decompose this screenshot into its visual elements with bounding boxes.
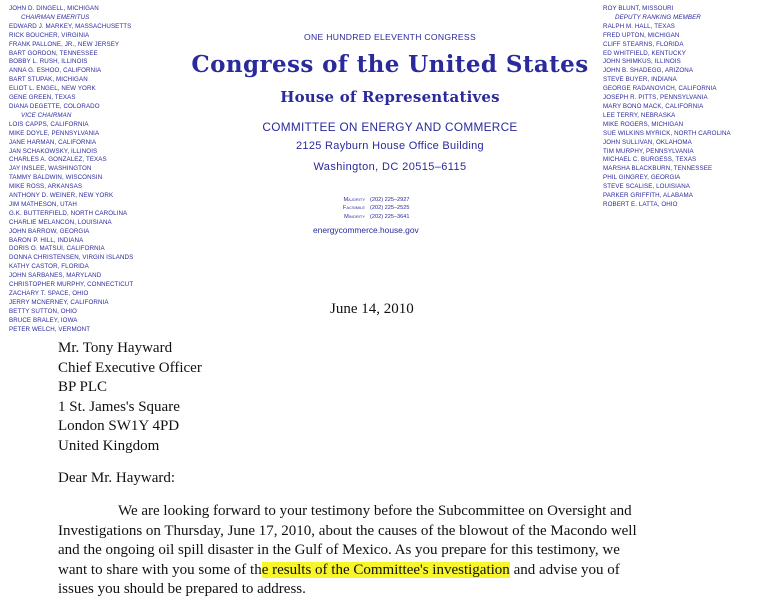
recipient-line: Chief Executive Officer: [58, 359, 202, 376]
recipient-line: 1 St. James's Square: [58, 398, 180, 415]
phone-label: Minority: [344, 213, 365, 220]
member-name: BART STUPAK, MICHIGAN: [9, 76, 88, 84]
member-name: STEVE SCALISE, LOUISIANA: [603, 183, 690, 191]
member-name: BOBBY L. RUSH, ILLINOIS: [9, 58, 88, 66]
phone-label: Majority: [343, 197, 365, 203]
member-name: SUE WILKINS MYRICK, NORTH CAROLINA: [603, 129, 731, 137]
member-name: ED WHITFIELD, KENTUCKY: [603, 49, 686, 57]
member-name: MIKE ROGERS, MICHIGAN: [603, 120, 684, 128]
member-name: CHARLIE MELANCON, LOUISIANA: [9, 218, 112, 226]
phone-row-facsimile: [331, 204, 410, 212]
member-name: RICK BOUCHER, VIRGINIA: [9, 31, 90, 39]
phone-number: (202) 225–3641: [370, 213, 410, 220]
member-name: CHARLES A. GONZALEZ, TEXAS: [9, 156, 107, 164]
member-name: JOHN SHIMKUS, ILLINOIS: [603, 58, 681, 66]
congress-number: ONE HUNDRED ELEVENTH CONGRESS: [303, 32, 476, 42]
recipient-address: [58, 339, 202, 457]
member-role: VICE CHAIRMAN: [21, 111, 72, 119]
member-name: JAY INSLEE, WASHINGTON: [9, 165, 92, 173]
member-name: ANTHONY D. WEINER, NEW YORK: [9, 192, 114, 200]
member-name: TIM MURPHY, PENNSYLVANIA: [603, 147, 694, 155]
member-name: BART GORDON, TENNESSEE: [9, 49, 98, 57]
phone-label: Facsimile: [342, 205, 365, 212]
member-name: FRANK PALLONE, JR., NEW JERSEY: [9, 40, 120, 48]
member-name: LOIS CAPPS, CALIFORNIA: [9, 120, 89, 128]
member-name: FRED UPTON, MICHIGAN: [603, 31, 680, 39]
member-name: ROY BLUNT, MISSOURI: [603, 5, 674, 12]
member-name: JOHN SULLIVAN, OKLAHOMA: [603, 138, 692, 146]
salutation: Dear Mr. Hayward:: [58, 470, 176, 486]
highlighted-text: e results of the Committee's investigation: [261, 561, 510, 578]
committee-name: COMMITTEE ON ENERGY AND COMMERCE: [262, 120, 518, 134]
letter-date: June 14, 2010: [330, 301, 414, 317]
committee-city: Washington, DC 20515–6115: [313, 161, 467, 173]
recipient-line: London SW1Y 4PD: [58, 418, 180, 435]
member-name: MICHAEL C. BURGESS, TEXAS: [603, 156, 697, 164]
majority-members-list: [9, 5, 199, 335]
member-name: ELIOT L. ENGEL, NEW YORK: [9, 85, 96, 93]
member-name: JOSEPH R. PITTS, PENNSYLVANIA: [603, 94, 708, 102]
member-name: ZACHARY T. SPACE, OHIO: [9, 290, 89, 297]
member-name: JOHN SARBANES, MARYLAND: [9, 272, 102, 280]
member-name: JIM MATHESON, UTAH: [9, 200, 77, 208]
recipient-line: United Kingdom: [58, 437, 160, 454]
member-name: JOHN B. SHADEGG, ARIZONA: [603, 67, 694, 75]
member-name: JOHN D. DINGELL, MICHIGAN: [9, 5, 99, 12]
committee-address: 2125 Rayburn House Office Building: [296, 140, 484, 152]
body-paragraph: [58, 502, 753, 600]
member-name: BARON P. HILL, INDIANA: [9, 236, 84, 244]
website-link[interactable]: energycommerce.house.gov: [313, 225, 419, 235]
phone-number: (202) 225–2525: [370, 205, 410, 212]
minority-members-list: [603, 5, 753, 210]
member-name: TAMMY BALDWIN, WISCONSIN: [9, 174, 103, 182]
member-name: JOHN BARROW, GEORGIA: [9, 227, 90, 235]
member-name: LEE TERRY, NEBRASKA: [603, 111, 676, 119]
member-name: ROBERT E. LATTA, OHIO: [603, 200, 678, 208]
member-name: JERRY MCNERNEY, CALIFORNIA: [9, 298, 109, 306]
member-name: CLIFF STEARNS, FLORIDA: [603, 40, 684, 48]
member-role: DEPUTY RANKING MEMBER: [615, 13, 701, 21]
member-name: JANE HARMAN, CALIFORNIA: [9, 138, 97, 146]
member-name: MIKE DOYLE, PENNSYLVANIA: [9, 129, 100, 137]
member-name: ANNA G. ESHOO, CALIFORNIA: [9, 67, 102, 75]
member-name: STEVE BUYER, INDIANA: [603, 76, 677, 84]
member-name: GENE GREEN, TEXAS: [9, 94, 76, 102]
body-line: [58, 561, 753, 581]
member-name: KATHY CASTOR, FLORIDA: [9, 263, 89, 271]
member-name: PHIL GINGREY, GEORGIA: [603, 174, 681, 182]
body-text: want to share with you some of th: [58, 561, 262, 578]
member-name: CHRISTOPHER MURPHY, CONNECTICUT: [9, 281, 134, 289]
body-line: and the ongoing oil spill disaster in the Gulf of Mexico. As you prepare for this testimony, we: [58, 542, 620, 559]
body-text: and advise you of: [509, 561, 620, 578]
phone-number: (202) 225–2927: [370, 197, 410, 203]
recipient-line: Mr. Tony Hayward: [58, 340, 173, 356]
body-line: Investigations on Thursday, June 17, 2010, about the causes of the blowout of the Macondo well: [58, 522, 637, 539]
member-name: MARY BONO MACK, CALIFORNIA: [603, 102, 704, 110]
phone-row-majority: [331, 196, 410, 204]
member-name: MIKE ROSS, ARKANSAS: [9, 183, 83, 191]
body-line: We are looking forward to your testimony before the Subcommittee on Oversight and: [118, 503, 632, 519]
member-name: BRUCE BRALEY, IOWA: [9, 316, 78, 324]
member-name: DORIS O. MATSUI, CALIFORNIA: [9, 245, 105, 253]
member-name: MARSHA BLACKBURN, TENNESSEE: [603, 165, 713, 173]
member-name: JAN SCHAKOWSKY, ILLINOIS: [9, 147, 98, 155]
member-name: DONNA CHRISTENSEN, VIRGIN ISLANDS: [9, 254, 134, 262]
house-title: House of Representatives: [280, 88, 500, 106]
phone-row-minority: [331, 213, 410, 221]
member-name: BETTY SUTTON, OHIO: [9, 307, 77, 315]
phone-numbers: [331, 196, 410, 221]
member-name: G.K. BUTTERFIELD, NORTH CAROLINA: [9, 209, 128, 217]
body-line: issues you should be prepared to address.: [58, 581, 306, 598]
member-name: DIANA DEGETTE, COLORADO: [9, 102, 100, 110]
member-name: PETER WELCH, VERMONT: [9, 325, 91, 333]
congress-title: Congress of the United States: [191, 51, 589, 78]
member-role: CHAIRMAN EMERITUS: [21, 13, 90, 21]
member-name: RALPH M. HALL, TEXAS: [603, 22, 676, 30]
member-name: EDWARD J. MARKEY, MASSACHUSETTS: [9, 22, 132, 30]
member-name: PARKER GRIFFITH, ALABAMA: [603, 192, 693, 200]
recipient-line: BP PLC: [58, 379, 108, 396]
member-name: GEORGE RADANOVICH, CALIFORNIA: [603, 85, 717, 93]
